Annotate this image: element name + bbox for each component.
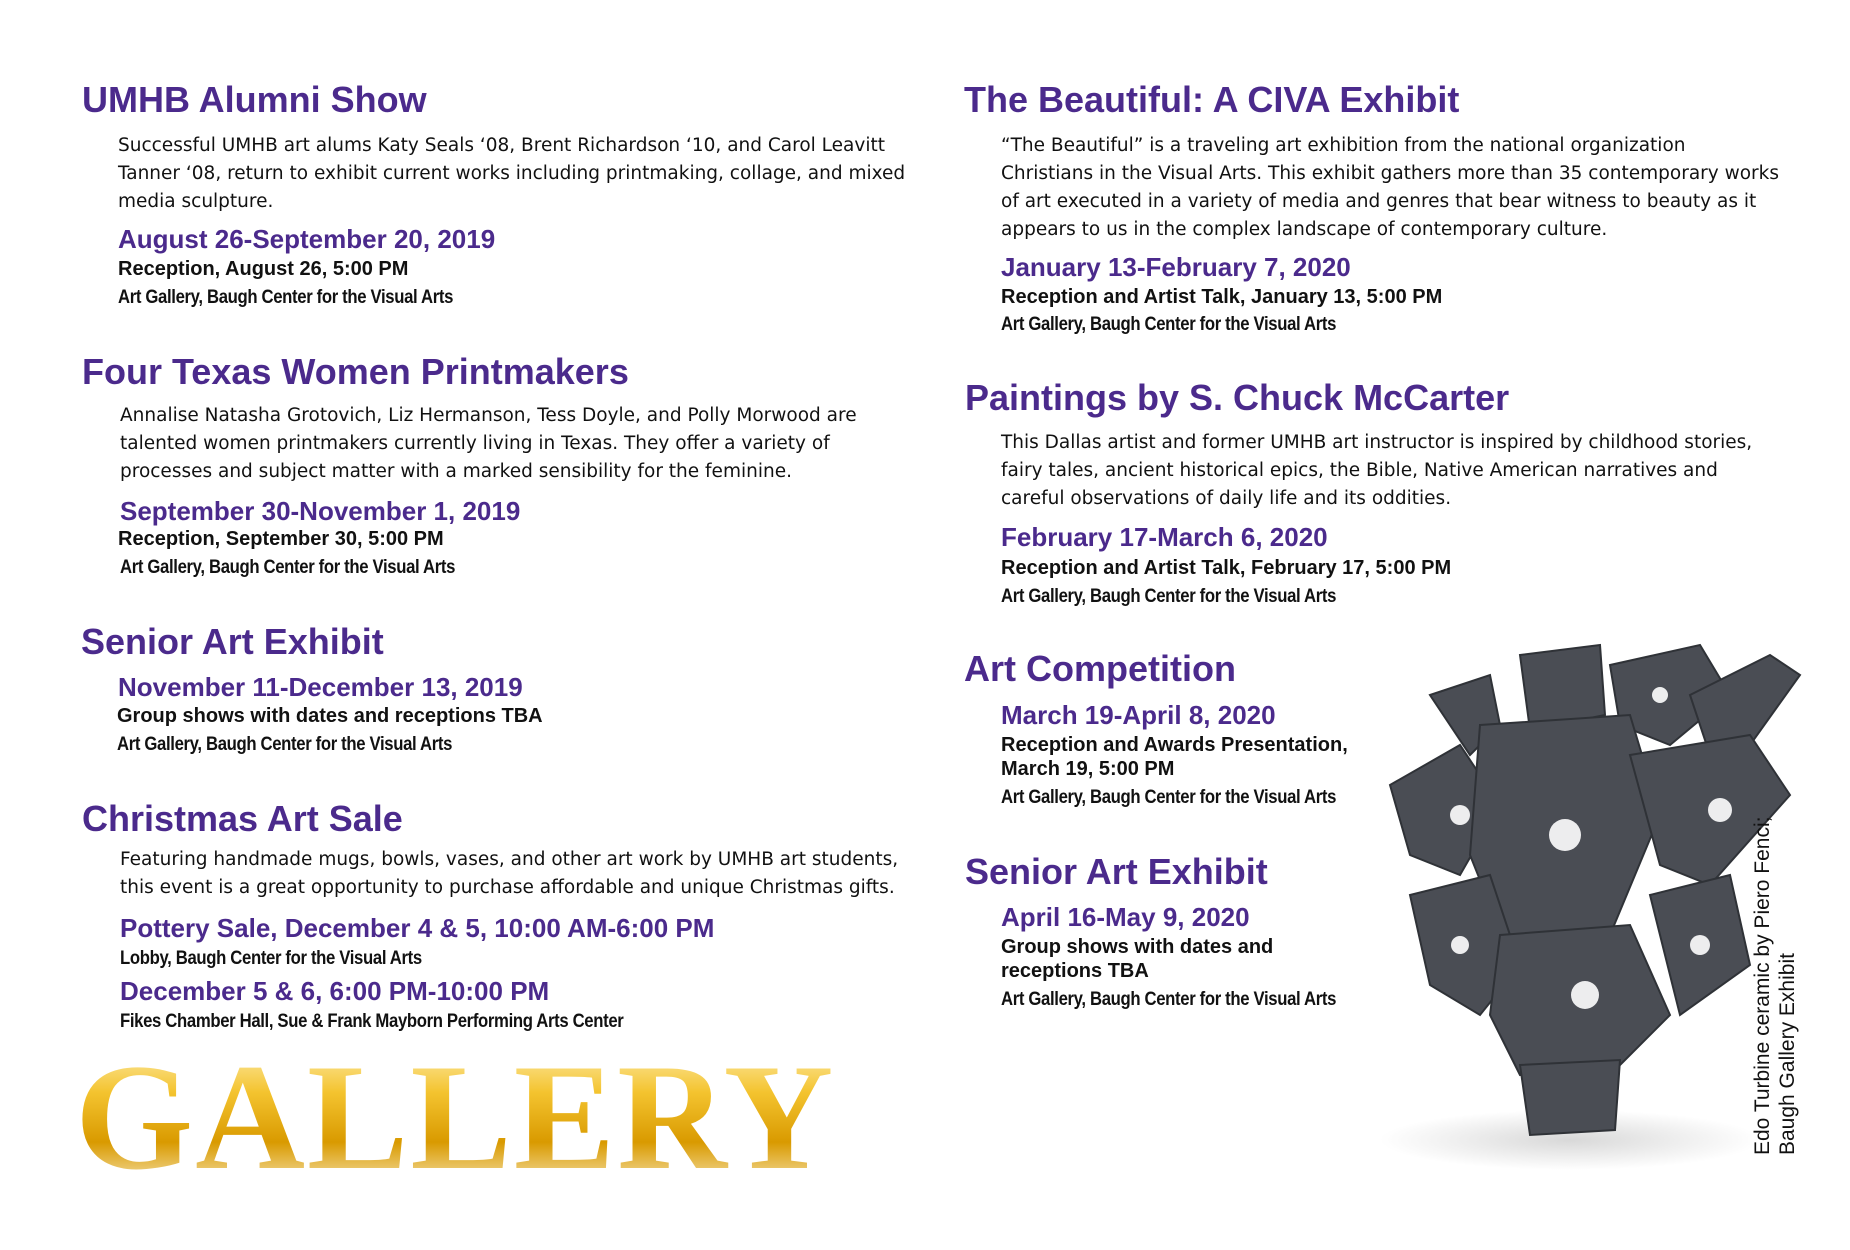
event-location: Lobby, Baugh Center for the Visual Arts: [120, 948, 422, 969]
event-title: UMHB Alumni Show: [82, 79, 427, 120]
event-reception-continued: March 19, 5:00 PM: [1001, 758, 1175, 780]
ceramic-turbine: [1390, 645, 1800, 1135]
event-location: Art Gallery, Baugh Center for the Visual Arts: [117, 734, 453, 755]
event-title: Art Competition: [964, 648, 1236, 689]
event-reception-continued: receptions TBA: [1001, 960, 1149, 982]
event-description: Successful UMHB art alums Katy Seals ‘08, Brent Richardson ‘10, and Carol Leavitt Tanner ‘08, return to exhibit current works including printmaking, collage, and mixed media sculpture.: [118, 135, 906, 212]
event-location: Art Gallery, Baugh Center for the Visual Arts: [118, 287, 454, 308]
event-reception: Reception, August 26, 5:00 PM: [118, 258, 409, 280]
event-description: Annalise Natasha Grotovich, Liz Hermanson, Tess Doyle, and Polly Morwood are talented women printmakers currently living in Texas. They offer a variety of processes and subject matter with a marked sensibility for the feminine.: [120, 405, 857, 482]
event-location: Art Gallery, Baugh Center for the Visual Arts: [120, 557, 456, 578]
event-reception: Reception, September 30, 5:00 PM: [118, 528, 444, 550]
event-title: Senior Art Exhibit: [965, 851, 1268, 892]
event-date: August 26-September 20, 2019: [118, 224, 496, 254]
photo-caption-line2: Baugh Gallery Exhibit: [1776, 953, 1799, 1155]
event-location: Art Gallery, Baugh Center for the Visual Arts: [1001, 989, 1337, 1010]
event-title: Christmas Art Sale: [82, 798, 403, 839]
event-description: “The Beautiful” is a traveling art exhibition from the national organization Christians in the Visual Arts. This exhibit gathers more than 35 contemporary works of art executed in a variety of media and genres that bear witness to beauty as it appears to us in the complex landscape of contemporary culture.: [1001, 135, 1780, 240]
event-date: Pottery Sale, December 4 & 5, 10:00 AM-6:00 PM: [120, 913, 715, 943]
event-location: Art Gallery, Baugh Center for the Visual Arts: [1001, 586, 1337, 607]
event-date: April 16-May 9, 2020: [1001, 902, 1250, 932]
gallery-logo: [75, 1033, 836, 1201]
event-location: Art Gallery, Baugh Center for the Visual Arts: [1001, 787, 1337, 808]
event-location: Art Gallery, Baugh Center for the Visual Arts: [1001, 314, 1337, 335]
event-reception: Reception and Artist Talk, February 17, 5:00 PM: [1001, 557, 1452, 579]
event-date: February 17-March 6, 2020: [1001, 522, 1328, 552]
event-location-secondary: Fikes Chamber Hall, Sue & Frank Mayborn Performing Arts Center: [120, 1011, 624, 1032]
photo-caption: [1750, 755, 1810, 1155]
event-title: Senior Art Exhibit: [81, 621, 384, 662]
event-reception: Reception and Artist Talk, January 13, 5:00 PM: [1001, 286, 1443, 308]
event-date: January 13-February 7, 2020: [1001, 252, 1351, 282]
event-title: Four Texas Women Printmakers: [82, 351, 629, 392]
event-date: March 19-April 8, 2020: [1001, 700, 1276, 730]
event-reception: Reception and Awards Presentation,: [1001, 734, 1348, 756]
event-date: September 30-November 1, 2019: [120, 496, 521, 526]
gallery-logo-text: GALLERY: [75, 1033, 836, 1201]
event-reception: Group shows with dates and: [1001, 936, 1274, 958]
event-date: November 11-December 13, 2019: [118, 672, 523, 702]
event-date-secondary: December 5 & 6, 6:00 PM-10:00 PM: [120, 976, 550, 1006]
event-description: Featuring handmade mugs, bowls, vases, and other art work by UMHB art students, this event is a great opportunity to purchase affordable and unique Christmas gifts.: [120, 849, 899, 898]
event-description: This Dallas artist and former UMHB art instructor is inspired by childhood stories, fairy tales, ancient historical epics, the Bible, Native American narratives and careful observations of daily life and its oddities.: [1001, 432, 1753, 509]
photo-caption-line1: Edo Turbine ceramic by Piero Fenci;: [1751, 816, 1774, 1155]
event-title: The Beautiful: A CIVA Exhibit: [964, 79, 1460, 120]
event-title: Paintings by S. Chuck McCarter: [965, 377, 1510, 418]
event-reception: Group shows with dates and receptions TBA: [117, 705, 543, 727]
